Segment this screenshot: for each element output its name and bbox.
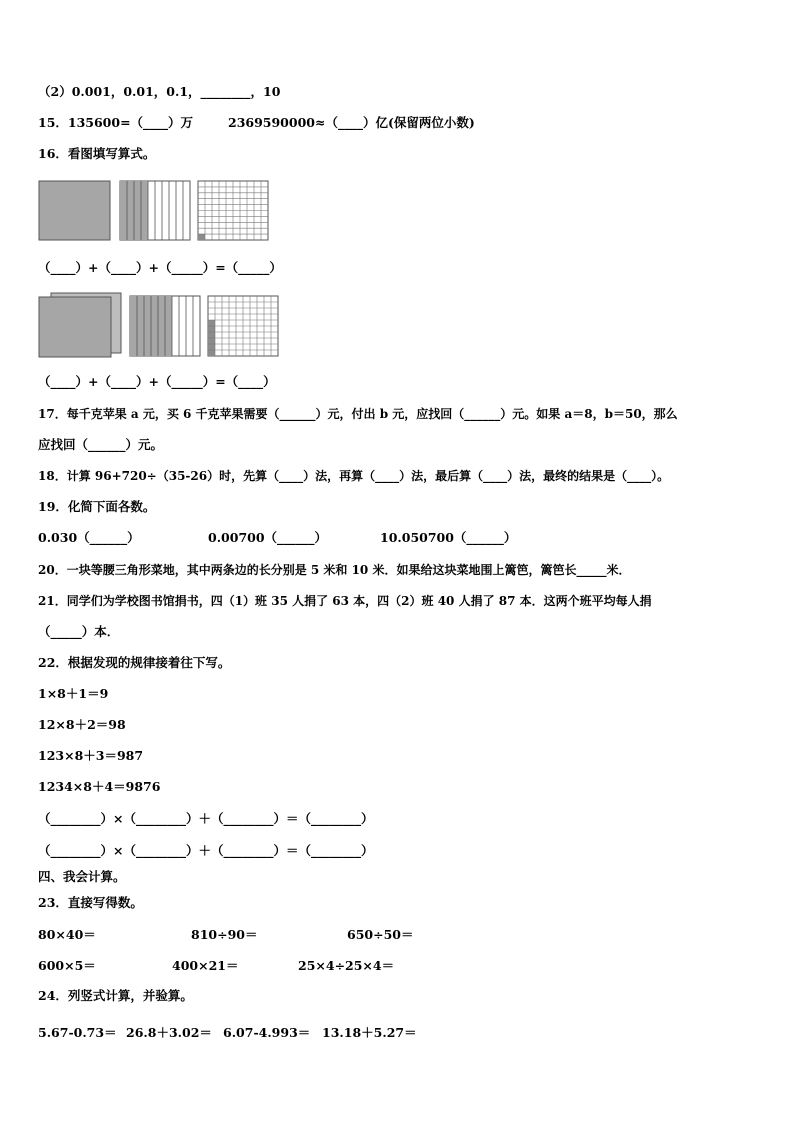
decimal-blocks-figure-1 (38, 180, 278, 244)
tenths-strips (120, 181, 190, 240)
mental-item-4: 600×5＝ (38, 958, 96, 973)
simplify-item-3: 10.050700（______） (380, 530, 517, 545)
calc-item-1: 5.67-0.73＝ (38, 1025, 117, 1040)
decimal-blocks-figure-2 (38, 292, 283, 360)
question-15-part2: 2369590000≈（____）亿(保留两位小数) (228, 115, 475, 130)
mental-item-3: 650÷50＝ (347, 927, 414, 942)
question-21-line1: 21．同学们为学校图书馆捐书，四（1）班 35 人捐了 63 本，四（2）班 40 人捐了 87 本．这两个班平均每人捐 (38, 594, 652, 608)
mental-item-6: 25×4÷25×4＝ (298, 958, 395, 973)
figure-row-2 (38, 292, 283, 364)
mental-item-1: 80×40＝ (38, 927, 96, 942)
pattern-blank-row-1: （________）×（________）＋（________）＝（________） (38, 811, 374, 826)
figure-2-equation: （____）+（____）+（_____）=（____） (38, 374, 276, 389)
pattern-line-2: 12×8＋2＝98 (38, 717, 126, 732)
mental-item-5: 400×21＝ (172, 958, 239, 973)
question-21-line2: （_____）本． (38, 624, 120, 639)
calc-item-2: 26.8＋3.02＝ (126, 1025, 212, 1040)
question-22-title: 22．根据发现的规律接着往下写。 (38, 655, 231, 670)
hundredths-grid-2 (208, 296, 278, 356)
question-20: 20．一块等腰三角形菜地，其中两条边的长分别是 5 米和 10 米．如果给这块菜地围上篱笆，篱笆长_____米． (38, 563, 631, 577)
question-19-title: 19．化简下面各数。 (38, 499, 156, 514)
pattern-line-1: 1×8＋1＝9 (38, 686, 109, 701)
tenths-strips-2 (130, 296, 200, 356)
calc-item-4: 13.18＋5.27＝ (322, 1025, 417, 1040)
hundredths-grid (198, 181, 268, 240)
question-15-part1: 15．135600=（____）万 (38, 115, 194, 130)
calc-item-3: 6.07-4.993＝ (223, 1025, 311, 1040)
figure-1-equation: （____）+（____）+（_____）=（_____） (38, 260, 282, 275)
question-17-line1: 17．每千克苹果 a 元，买 6 千克苹果需要（______）元，付出 b 元，应找回（______）元。如果 a＝8，b＝50，那么 (38, 407, 678, 421)
question-17-line2: 应找回（______）元。 (38, 437, 164, 452)
question-18: 18．计算 96+720÷（35-26）时，先算（____）法，再算（____）法，最后算（____）法，最终的结果是（____）。 (38, 469, 670, 483)
pattern-line-3: 123×8＋3＝987 (38, 748, 144, 763)
simplify-item-2: 0.00700（______） (208, 530, 328, 545)
pattern-blank-row-2: （________）×（________）＋（________）＝（________） (38, 843, 374, 858)
question-16-title: 16．看图填写算式。 (38, 146, 156, 161)
simplify-item-1: 0.030（______） (38, 530, 140, 545)
sequence-question: （2）0.001，0.01，0.1，________，10 (38, 84, 281, 99)
question-24-title: 24．列竖式计算，并验算。 (38, 988, 193, 1003)
question-23-title: 23．直接写得数。 (38, 895, 143, 910)
figure-row-1 (38, 180, 278, 248)
mental-item-2: 810÷90＝ (191, 927, 258, 942)
pattern-line-4: 1234×8＋4＝9876 (38, 779, 161, 794)
section-4-title: 四、我会计算。 (38, 869, 126, 884)
